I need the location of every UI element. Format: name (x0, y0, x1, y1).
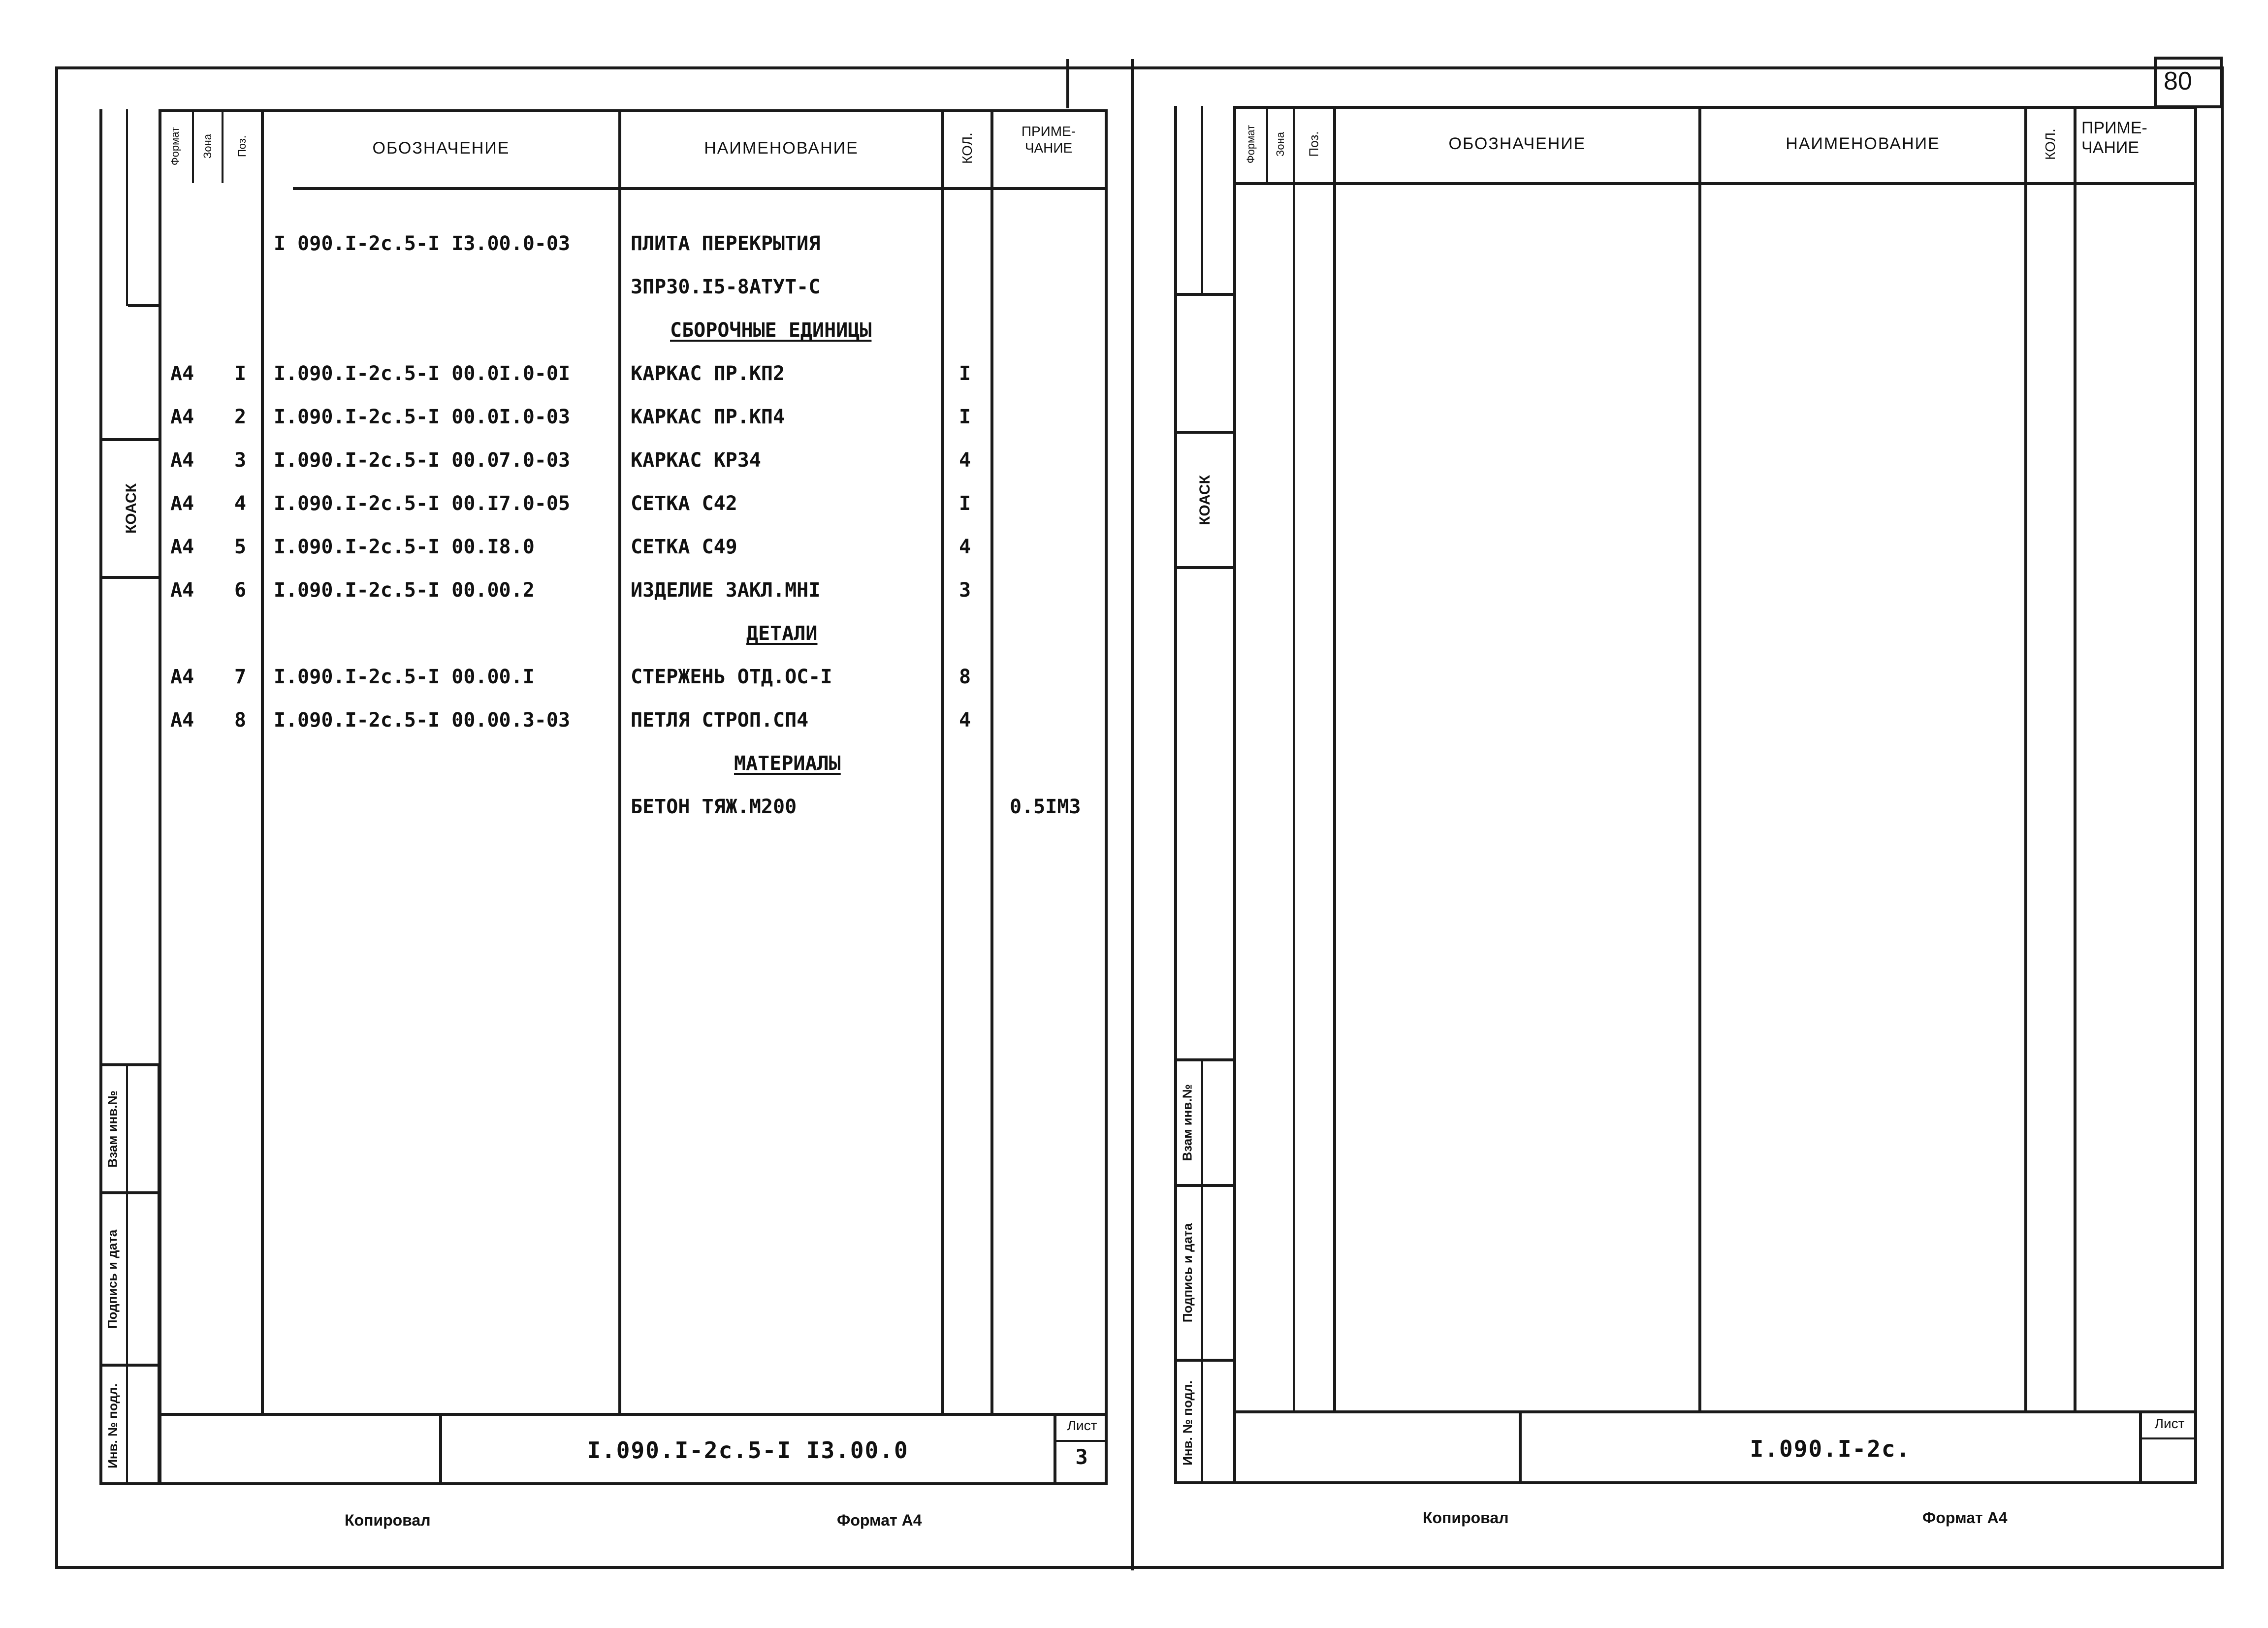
left-header-zone: Зона (201, 134, 214, 159)
top-tab-line (1066, 59, 1069, 108)
table-row: 3ПР30.I5-8АТУТ-С (631, 276, 821, 298)
right-header-designation: ОБОЗНАЧЕНИЕ (1448, 134, 1586, 153)
right-col-line (1333, 106, 1336, 1410)
right-side-block-signature: Подпись и дата (1180, 1223, 1195, 1323)
table-row: БЕТОН ТЯЖ.М200 0.5IМ3 (631, 796, 1081, 818)
section-heading: СБОРОЧНЫЕ ЕДИНИЦЫ (670, 319, 872, 342)
left-header-designation: ОБОЗНАЧЕНИЕ (372, 139, 510, 158)
right-col-line (1698, 106, 1701, 1410)
left-side-block-signature: Подпись и дата (105, 1229, 120, 1329)
right-footer-format: Формат А4 (1922, 1509, 2008, 1527)
left-side-strip-line (126, 109, 128, 306)
table-row: А4 2 I.090.I-2с.5-I 00.0I.0-03 КАРКАС ПР.КП4 I (170, 406, 971, 428)
left-side-block-replace: Взам инв.№ (105, 1090, 120, 1168)
table-row: I 090.I-2с.5-I I3.00.0-03 ПЛИТА ПЕРЕКРЫТИЯ (274, 232, 821, 255)
right-header-line (1233, 182, 2197, 185)
table-row: А4 6 I.090.I-2с.5-I 00.00.2 ИЗДЕЛИЕ ЗАКЛ.МНI 3 (170, 579, 971, 602)
left-side-strip-line (128, 304, 160, 307)
left-header-note: ПРИМЕ-ЧАНИЕ (1021, 124, 1076, 156)
right-side-label-box: КОАСК (1196, 475, 1213, 525)
right-table-frame (1233, 106, 2197, 1484)
right-side-strip-line (1177, 566, 1233, 569)
left-header-pos: Поз. (236, 135, 248, 157)
right-header-qty: КОЛ. (2043, 128, 2058, 160)
table-row: А4 7 I.090.I-2с.5-I 00.00.I СТЕРЖЕНЬ ОТД.ОС-I 8 (170, 666, 971, 688)
left-header-qty: КОЛ. (959, 132, 975, 164)
section-heading: МАТЕРИАЛЫ (734, 752, 841, 775)
right-col-line (2024, 106, 2027, 1410)
page-number: 80 (2164, 67, 2192, 96)
right-header-zone: Зона (1274, 131, 1286, 157)
left-side-block-line (126, 1063, 128, 1485)
right-stamp-divider (2139, 1437, 2197, 1439)
left-sheet-number: 3 (1075, 1445, 1089, 1469)
right-side-block-line (1201, 1058, 1203, 1484)
right-sheet-label: Лист (2154, 1416, 2185, 1431)
right-col-line (2074, 106, 2076, 1410)
right-header-note: ПРИМЕ-ЧАНИЕ (2081, 119, 2147, 157)
table-row: А4 8 I.090.I-2с.5-I 00.00.3-03 ПЕТЛЯ СТРОП.СП4 4 (170, 709, 971, 732)
left-stamp-divider (1054, 1440, 1108, 1442)
right-header-format: Формат (1245, 125, 1257, 163)
right-side-block-replace: Взам инв.№ (1180, 1084, 1195, 1161)
right-header-name: НАИМЕНОВАНИЕ (1786, 134, 1940, 153)
right-stamp-code: I.090.I-2с. (1750, 1436, 1911, 1462)
left-header-name: НАИМЕНОВАНИЕ (704, 139, 859, 158)
sheet-divider (1131, 59, 1134, 1570)
left-side-label-box: КОАСК (123, 483, 139, 534)
right-side-strip-line (1177, 293, 1233, 296)
right-side-strip-line (1201, 106, 1203, 293)
left-header-format: Формат (169, 127, 181, 166)
table-row: А4 4 I.090.I-2с.5-I 00.I7.0-05 СЕТКА С42 I (170, 492, 971, 515)
left-footer-copied: Копировал (345, 1511, 431, 1529)
table-row: А4 3 I.090.I-2с.5-I 00.07.0-03 КАРКАС КР34 4 (170, 449, 971, 472)
right-side-block-inventory: Инв. № подл. (1180, 1380, 1195, 1466)
right-header-pos: Поз. (1306, 131, 1321, 157)
table-row: А4 5 I.090.I-2с.5-I 00.I8.0 СЕТКА С49 4 (170, 536, 971, 558)
left-sheet-label: Лист (1067, 1418, 1097, 1433)
section-heading: ДЕТАЛИ (746, 622, 818, 645)
right-footer-copied: Копировал (1423, 1509, 1509, 1527)
left-stamp-code: I.090.I-2с.5-I I3.00.0 (587, 1437, 909, 1464)
left-footer-format: Формат А4 (837, 1511, 922, 1529)
left-side-block-inventory: Инв. № подл. (105, 1383, 120, 1468)
table-row: А4 I I.090.I-2с.5-I 00.0I.0-0I КАРКАС ПР.КП2 I (170, 362, 971, 385)
left-header-line (293, 187, 1108, 190)
left-side-strip-line (99, 576, 160, 579)
right-col-line (1293, 106, 1295, 1410)
